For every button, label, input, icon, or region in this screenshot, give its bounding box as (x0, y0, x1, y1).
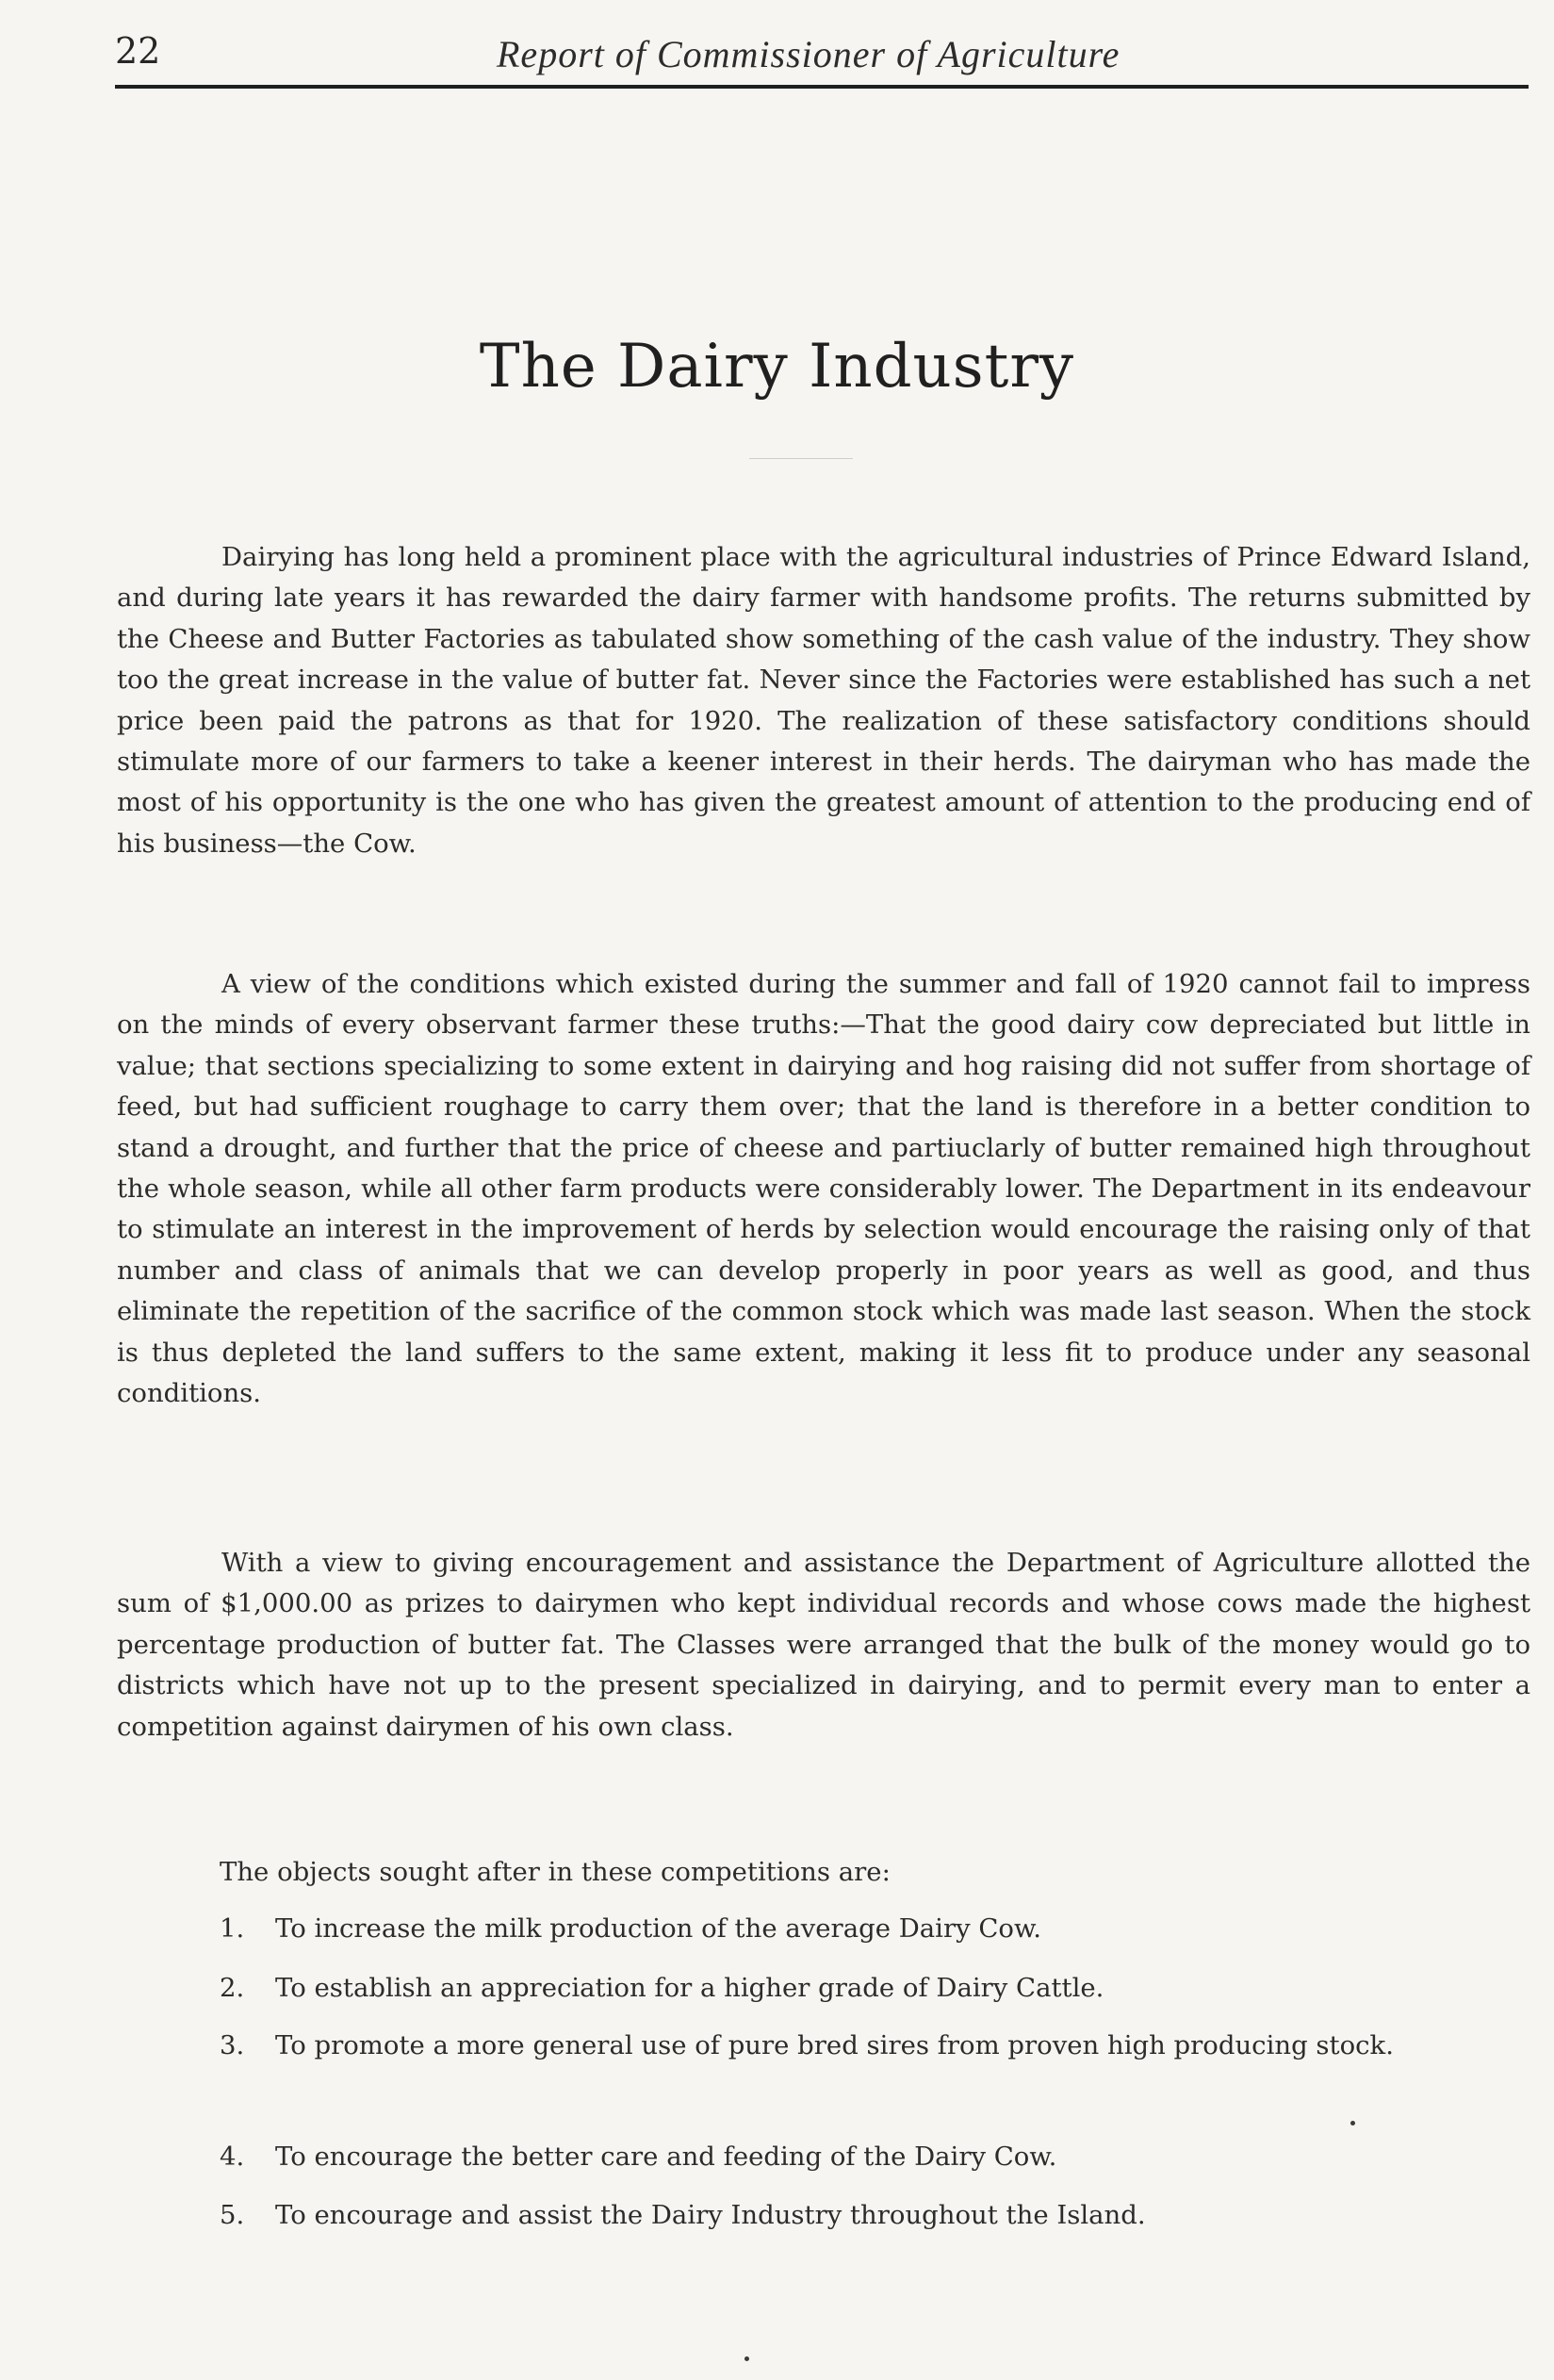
list-item-text: To promote a more general use of pure bred sires from proven high producing stock. (275, 2030, 1394, 2060)
list-item-number: 5. (220, 2200, 245, 2230)
title-divider (749, 458, 853, 459)
print-speck (1350, 2121, 1355, 2126)
list-item-text: To increase the milk production of the average Dairy Cow. (275, 1913, 1041, 1944)
objectives-intro: The objects sought after in these competitions are: (220, 1857, 891, 1887)
article-title: The Dairy Industry (479, 332, 1075, 402)
paragraph-conditions-1920: A view of the conditions which existed during the summer and fall of 1920 cannot fail to impress on the minds of every observant farmer these truths:—That the good dairy cow depreciated but little in value; that sections specializing to some extent in dairying and hog raising did not suffer from shortage of feed, but had sufficient roughage to carry them over; that the land is therefore in a better condition to stand a drought, and further that the price of cheese and partiuclarly of butter remained high throughout the whole season, while all other farm products were considerably lower. The Department in its endeavour to stimulate an interest in the improvement of herds by selection would encourage the raising only of that number and class of animals that we can develop properly in poor years as well as good, and thus eliminate the repetition of the sacrifice of the common stock which was made last season. When the stock is thus depleted the land suffers to the same extent, making it less fit to produce under any seasonal conditions. (117, 969, 1530, 1409)
print-speck (744, 2356, 749, 2361)
list-item-text: To establish an appreciation for a higher grade of Dairy Cattle. (275, 1973, 1104, 2003)
list-item-text: To encourage and assist the Dairy Industry throughout the Island. (275, 2200, 1146, 2230)
running-title: Report of Commissioner of Agriculture (497, 33, 1121, 75)
paragraph-prizes: With a view to giving encouragement and assistance the Department of Agriculture allotted the sum of $1,000.00 as prizes to dairymen who kept individual records and whose cows made the highest percentage production of butter fat. The Classes were arranged that the bulk of the money would go to districts which have not up to the present specialized in dairying, and to permit every man to enter a competition against dairymen of his own class. (117, 1548, 1530, 1742)
list-item-text: To encourage the better care and feeding of the Dairy Cow. (275, 2142, 1057, 2172)
paragraph-dairying-history: Dairying has long held a prominent place with the agricultural industries of Prince Edward Island, and during late years it has rewarded the dairy farmer with handsome profits. The returns submitted by the Cheese and Butter Factories as tabulated show something of the cash value of the industry. They show too the great increase in the value of butter fat. Never since the Factories were established has such a net price been paid the patrons as that for 1920. The realization of these satisfactory conditions should stimulate more of our farmers to take a keener interest in their herds. The dairyman who has made the most of his opportunity is the one who has given the greatest amount of attention to the producing end of his business—the Cow. (117, 542, 1530, 859)
list-item-number: 1. (220, 1913, 245, 1944)
list-item-number: 2. (220, 1973, 245, 2003)
list-item-number: 4. (220, 2142, 245, 2172)
list-item-number: 3. (220, 2030, 245, 2060)
running-header (115, 28, 1529, 89)
page-number: 22 (115, 30, 161, 72)
